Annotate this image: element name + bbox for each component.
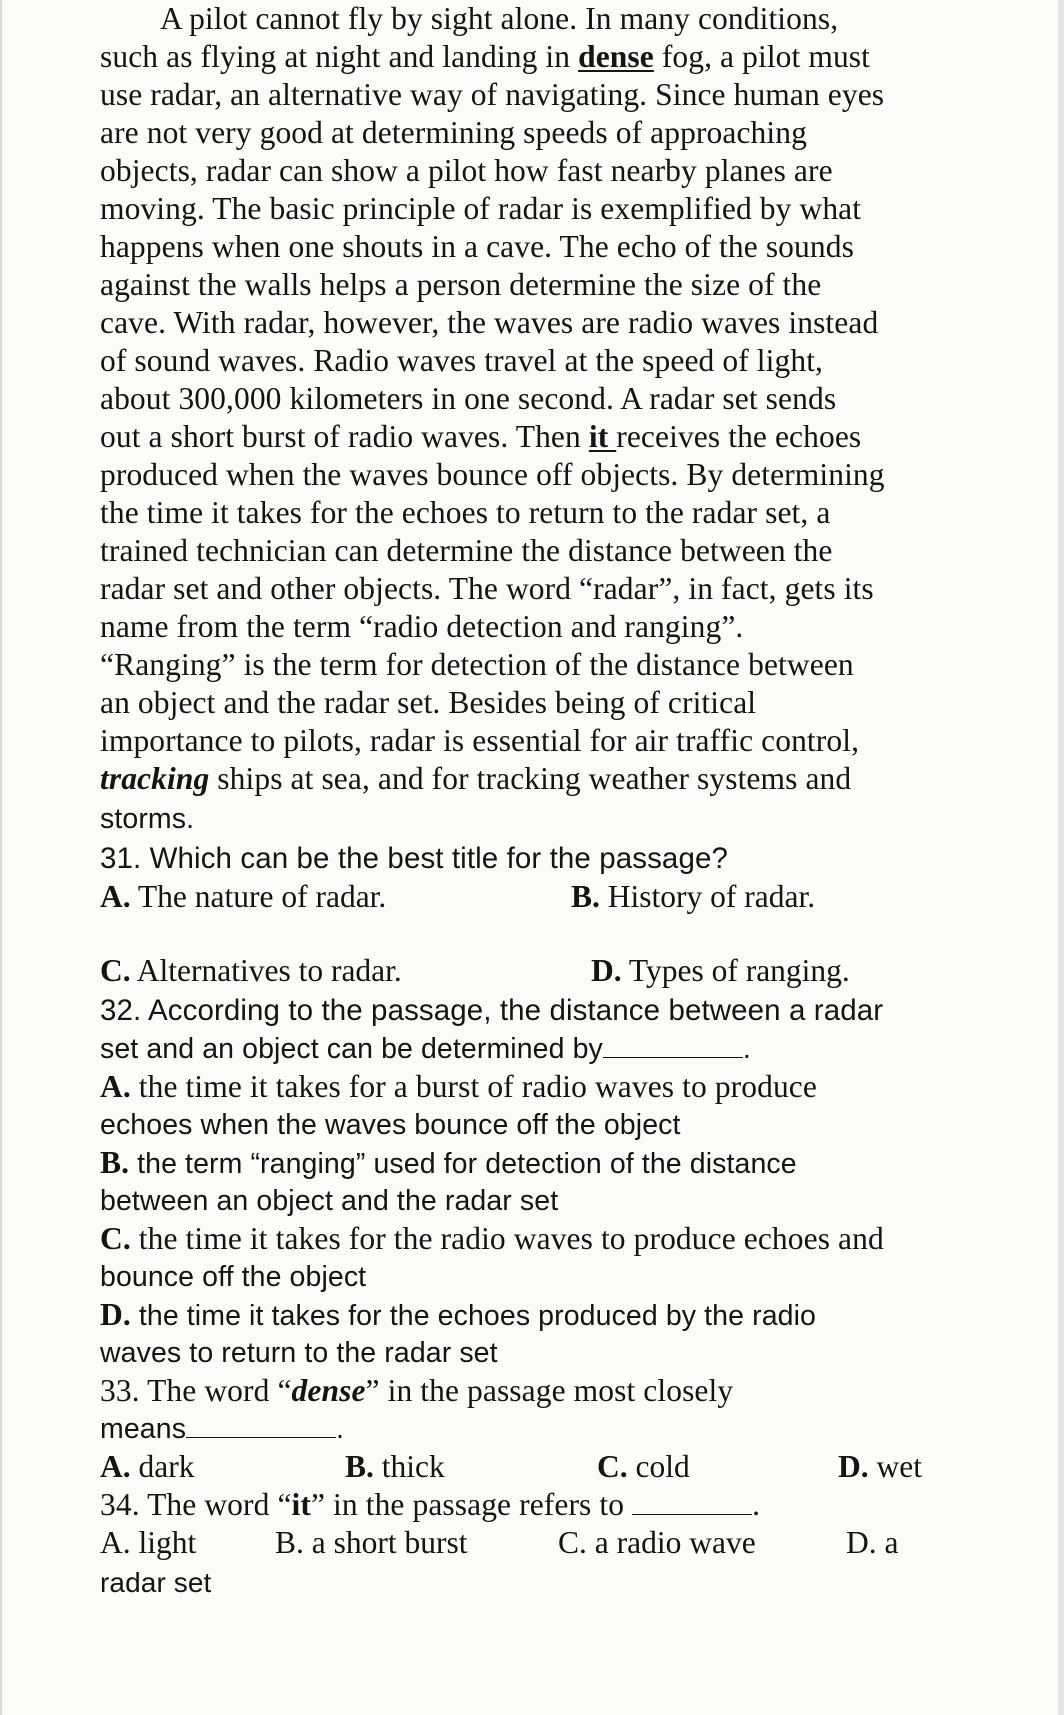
option-text: the term “ranging” used for detection of the distance bbox=[129, 1148, 797, 1180]
page-edge-left bbox=[0, 0, 2, 1715]
passage-line: moving. The basic principle of radar is exemplified by what bbox=[100, 191, 862, 226]
answer-blank bbox=[603, 1031, 743, 1058]
option-d: D. a bbox=[846, 1525, 899, 1560]
passage-line: produced when the waves bounce off objects. By determining bbox=[100, 457, 885, 492]
question-stem bbox=[100, 1410, 344, 1448]
emphasized-word-dense: dense bbox=[291, 1373, 366, 1408]
option-letter: B. bbox=[345, 1449, 374, 1484]
question-stem: 32. According to the passage, the distance between a radar bbox=[100, 994, 884, 1027]
passage-line: the time it takes for the echoes to return to the radar set, a bbox=[100, 495, 831, 530]
passage-line bbox=[100, 418, 861, 456]
option-text: History of radar. bbox=[599, 879, 816, 914]
option-b bbox=[100, 1144, 797, 1183]
passage-line: use radar, an alternative way of navigating. Since human eyes bbox=[100, 77, 885, 112]
passage-line: storms. bbox=[100, 803, 195, 835]
question-stem bbox=[100, 1030, 751, 1068]
option-letter: D. bbox=[838, 1449, 869, 1484]
passage-line: against the walls helps a person determine the size of the bbox=[100, 267, 822, 302]
option-letter: A. bbox=[100, 1449, 131, 1484]
option-text: The nature of radar. bbox=[130, 879, 387, 914]
option-d-continued: radar set bbox=[100, 1567, 212, 1598]
option-a bbox=[100, 1068, 817, 1106]
option-letter: C. bbox=[597, 1449, 628, 1484]
option-c bbox=[100, 952, 402, 990]
passage-text: fog, a pilot must bbox=[653, 39, 871, 74]
option-text: the time it takes for the echoes produced by the radio bbox=[130, 1300, 816, 1332]
option-b: B. a short burst bbox=[275, 1525, 468, 1560]
option-text: dark bbox=[130, 1449, 195, 1484]
option-b bbox=[345, 1448, 445, 1486]
passage-line: A pilot cannot fly by sight alone. In many conditions, bbox=[160, 1, 839, 36]
option-c-continued: bounce off the object bbox=[100, 1261, 367, 1293]
option-text: wet bbox=[868, 1449, 922, 1484]
option-letter: C. bbox=[100, 953, 131, 988]
option-text: Alternatives to radar. bbox=[130, 953, 402, 988]
option-c: C. a radio wave bbox=[558, 1525, 756, 1560]
option-letter: C. bbox=[100, 1221, 131, 1256]
highlighted-word-dense: dense bbox=[578, 39, 654, 74]
answer-blank bbox=[632, 1488, 752, 1515]
option-text: thick bbox=[373, 1449, 445, 1484]
option-text: Types of ranging. bbox=[621, 953, 850, 988]
passage-line: radar set and other objects. The word “radar”, in fact, gets its bbox=[100, 571, 874, 606]
option-d bbox=[838, 1448, 922, 1486]
question-stem-text: 34. The word “ bbox=[100, 1487, 292, 1522]
question-stem-text: 33. The word “ bbox=[100, 1373, 292, 1408]
punctuation: . bbox=[752, 1487, 761, 1522]
question-stem-text: ” in the passage most closely bbox=[365, 1373, 734, 1408]
option-b bbox=[571, 878, 815, 916]
passage-text: out a short burst of radio waves. Then bbox=[100, 419, 589, 454]
option-a bbox=[100, 1448, 194, 1486]
option-a bbox=[100, 878, 386, 916]
passage-line: are not very good at determining speeds of approaching bbox=[100, 115, 807, 150]
punctuation: . bbox=[742, 1033, 751, 1065]
question-stem bbox=[100, 1372, 733, 1410]
passage-text: ships at sea, and for tracking weather systems and bbox=[209, 761, 852, 796]
option-c bbox=[597, 1448, 690, 1486]
question-stem-text: set and an object can be determined by bbox=[100, 1033, 603, 1065]
option-text: the time it takes for the radio waves to produce echoes and bbox=[130, 1221, 884, 1256]
highlighted-word-it: it bbox=[588, 419, 617, 454]
option-a-continued: echoes when the waves bounce off the object bbox=[100, 1109, 681, 1141]
passage-line: objects, radar can show a pilot how fast nearby planes are bbox=[100, 153, 833, 188]
option-letter: D. bbox=[100, 1297, 131, 1332]
option-text: the time it takes for a burst of radio waves to produce bbox=[130, 1069, 817, 1104]
option-letter: A. bbox=[100, 1069, 131, 1104]
passage-line: cave. With radar, however, the waves are radio waves instead bbox=[100, 305, 879, 340]
option-letter: B. bbox=[100, 1145, 130, 1180]
passage-line bbox=[100, 760, 851, 798]
option-d-continued: waves to return to the radar set bbox=[100, 1337, 498, 1369]
question-stem bbox=[100, 1486, 760, 1524]
page-edge-right bbox=[1058, 0, 1064, 1715]
answer-blank bbox=[186, 1411, 336, 1438]
question-stem: 31. Which can be the best title for the passage? bbox=[100, 842, 728, 875]
passage-line: of sound waves. Radio waves travel at the speed of light, bbox=[100, 343, 824, 378]
option-text: cold bbox=[627, 1449, 690, 1484]
emphasized-word-it: it bbox=[291, 1487, 311, 1522]
passage-line: importance to pilots, radar is essential for air traffic control, bbox=[100, 723, 860, 758]
passage-text: such as flying at night and landing in bbox=[100, 39, 579, 74]
option-c bbox=[100, 1220, 884, 1258]
passage-text: receives the echoes bbox=[616, 419, 862, 454]
question-stem-text: means bbox=[100, 1413, 187, 1445]
passage-line: trained technician can determine the distance between the bbox=[100, 533, 833, 568]
passage-line: happens when one shouts in a cave. The echo of the sounds bbox=[100, 229, 854, 264]
passage-line: an object and the radar set. Besides being of critical bbox=[100, 685, 757, 720]
option-letter: D. bbox=[591, 953, 622, 988]
option-letter: B. bbox=[571, 879, 600, 914]
option-letter: A. bbox=[100, 879, 131, 914]
option-d bbox=[100, 1296, 816, 1335]
passage-line: about 300,000 kilometers in one second. A radar set sends bbox=[100, 381, 837, 416]
question-stem-text: ” in the passage refers to bbox=[310, 1487, 633, 1522]
punctuation: . bbox=[336, 1413, 345, 1445]
option-d bbox=[591, 952, 850, 990]
option-b-continued: between an object and the radar set bbox=[100, 1185, 559, 1217]
passage-line: name from the term “radio detection and ranging”. bbox=[100, 609, 744, 644]
passage-line bbox=[100, 38, 870, 76]
emphasized-word-tracking: tracking bbox=[100, 761, 210, 796]
option-a: A. light bbox=[100, 1525, 197, 1560]
passage-line: “Ranging” is the term for detection of the distance between bbox=[100, 647, 854, 682]
